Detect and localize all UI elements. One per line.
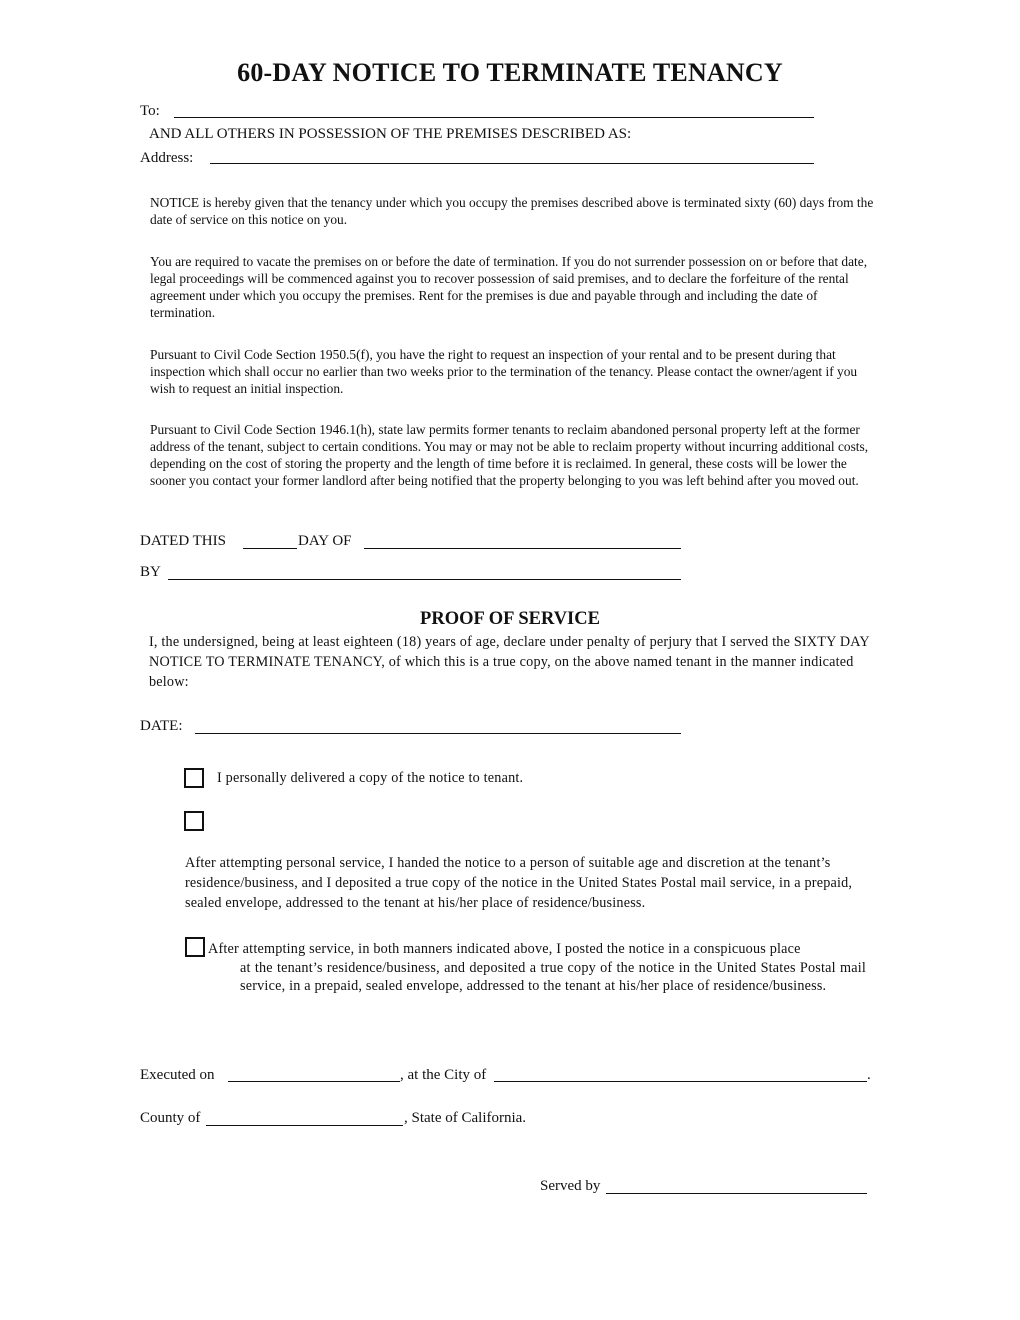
notice-paragraph-2: You are required to vacate the premises on or before the date of termination. If you do not surrender possession on or before that date, legal proceedings will be commenced against you to recover possession of said premises, and to declare the forfeiture of the rental agreement under which you occupy the premises. Rent for the premises is due and payable through and including the date of termination.	[150, 254, 868, 320]
personal-delivery-label: I personally delivered a copy of the notice to tenant.	[217, 770, 524, 786]
state-label: , State of California.	[404, 1110, 527, 1126]
city-period: .	[867, 1067, 871, 1083]
by-signature-field[interactable]	[168, 579, 681, 580]
dated-month-field[interactable]	[364, 548, 681, 549]
dated-this-label: DATED THIS	[140, 533, 226, 549]
served-by-label: Served by	[540, 1178, 601, 1194]
posting-service-label-continued: at the tenant’s residence/business, and deposited a true copy of the notice in the United States Postal mail service, in a prepaid, sealed envelope, addressed to the tenant at his/her place of residence/business.	[240, 959, 866, 994]
substituted-service-checkbox[interactable]	[184, 811, 204, 831]
notice-paragraph-1: NOTICE is hereby given that the tenancy under which you occupy the premises described above is terminated sixty (60) days from the date of service on this notice on you.	[150, 195, 874, 227]
date-label: DATE:	[140, 718, 183, 734]
notice-paragraph-3: Pursuant to Civil Code Section 1950.5(f), you have the right to request an inspection of your rental and to be present during that inspection which shall occur no earlier than two weeks prior to the termination of the tenancy. Please contact the owner/agent if you wish to request an initial inspection.	[150, 347, 858, 396]
to-field[interactable]	[174, 117, 814, 118]
county-label: County of	[140, 1110, 201, 1126]
substituted-service-label: After attempting personal service, I handed the notice to a person of suitable age and discretion at the tenant’s residence/business, and I deposited a true copy of the notice in the United States Postal mail service, in a prepaid, sealed envelope, addressed to the tenant at his/her place of residence/business.	[185, 855, 853, 911]
proof-of-service-heading: PROOF OF SERVICE	[420, 609, 600, 629]
by-label: BY	[140, 564, 161, 580]
served-by-signature-field[interactable]	[606, 1193, 867, 1194]
service-date-field[interactable]	[195, 733, 681, 734]
executed-on-label: Executed on	[140, 1067, 215, 1083]
city-field[interactable]	[494, 1081, 867, 1082]
dated-day-field[interactable]	[243, 548, 297, 549]
address-field[interactable]	[210, 163, 814, 164]
county-field[interactable]	[206, 1125, 403, 1126]
to-label: To:	[140, 103, 160, 119]
notice-paragraph-4: Pursuant to Civil Code Section 1946.1(h), state law permits former tenants to reclaim abandoned personal property left at the former address of the tenant, subject to certain conditions. You may or may not be able to reclaim property without incurring additional costs, depending on the cost of storing the property and the length of time before it is reclaimed. In general, these costs will be lower the sooner you contact your former landlord after being notified that the property belonging to you was left behind after you moved out.	[150, 422, 869, 488]
declaration-paragraph: I, the undersigned, being at least eighteen (18) years of age, declare under penalty of perjury that I served the SIXTY DAY NOTICE TO TERMINATE TENANCY, of which this is a true copy, on the above named tenant in the manner indicated below:	[149, 634, 870, 690]
address-label: Address:	[140, 150, 194, 166]
personal-delivery-checkbox[interactable]	[184, 768, 204, 788]
others-in-possession-label: AND ALL OTHERS IN POSSESSION OF THE PREMISES DESCRIBED AS:	[149, 126, 632, 142]
executed-on-date-field[interactable]	[228, 1081, 400, 1082]
posting-service-checkbox[interactable]	[185, 937, 205, 957]
day-of-label: DAY OF	[298, 533, 352, 549]
posting-service-label-first-line: After attempting service, in both manners indicated above, I posted the notice in a conspicuous place	[208, 941, 801, 957]
city-label: , at the City of	[400, 1067, 487, 1083]
document-title: 60-DAY NOTICE TO TERMINATE TENANCY	[237, 58, 783, 87]
